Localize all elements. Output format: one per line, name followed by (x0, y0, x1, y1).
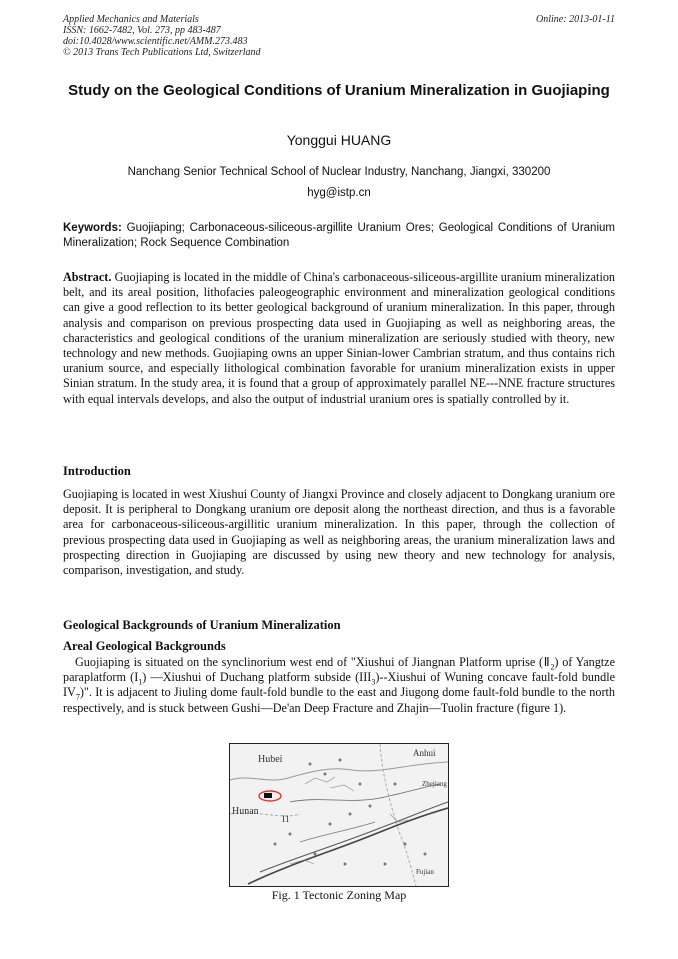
copyright-line: © 2013 Trans Tech Publications Ltd, Switzerland (63, 47, 261, 58)
issn-line: ISSN: 1662-7482, Vol. 273, pp 483-487 (63, 25, 221, 36)
label-anhui: Anhui (413, 748, 436, 758)
figure-caption: Fig. 1 Tectonic Zoning Map (271, 888, 407, 902)
label-fujian: Fujian (416, 868, 434, 876)
abstract-text: Guojiaping is located in the middle of China's carbonaceous-siliceous-argillite uranium mineralization belt, and its areal position, lithofacies paleogeographic environment and mineralization geological conditions can give a good reflection to its better geological background of uranium mineralization. In this paper, through analysis and comparison on previous prospecting data used in Guojiaping as well as neighboring areas, the characteristics and geological conditions of the uranium mineralization are seriously studied with theory, new technology and new methods. Guojiaping owns an upper Sinian-lower Cambrian stratum, and thus contains rich uranium source, and especially lithological combination favorable for uranium mineralization exists in upper Sinian stratum. In the study area, it is found that a group of approximately parallel NE---NNE fracture structures with equal intervals develops, and also the output of industrial uranium ores is spatially controlled by it. (63, 270, 616, 406)
tectonic-zoning-map (229, 743, 449, 887)
areal-text-3: ) —Xiushui of Duchang platform subside (III (142, 670, 372, 685)
geological-heading: Geological Backgrounds of Uranium Mineralization (63, 618, 341, 632)
areal-text-4: )--Xiushui of Wuning concave fault-fold bundle IV (63, 670, 615, 700)
affiliation: Nanchang Senior Technical School of Nuclear Industry, Nanchang, Jiangxi, 330200 (127, 166, 551, 178)
label-i1: I1 (282, 814, 290, 824)
doi-line: doi:10.4028/www.scientific.net/AMM.273.483 (63, 36, 248, 47)
areal-text-2: ) of Yangtze paraplatform (I (63, 655, 615, 685)
areal-subheading: Areal Geological Backgrounds (63, 639, 226, 653)
abstract-label: Abstract. (63, 270, 112, 284)
online-date: Online: 2013-01-11 (536, 14, 615, 25)
sub-7: 7 (75, 692, 80, 702)
areal-paragraph (63, 655, 615, 716)
label-hubei: Hubei (258, 754, 283, 765)
journal-header (63, 14, 261, 58)
journal-name: Applied Mechanics and Materials (63, 14, 199, 25)
sub-1: 1 (138, 677, 143, 687)
label-zhejiang: Zhejiang (422, 780, 447, 788)
keywords-text: Guojiaping; Carbonaceous-siliceous-argillite Uranium Ores; Geological Conditions of Uranium Mineralization; Rock Sequence Combination (63, 222, 615, 249)
author-email[interactable]: hyg@istp.cn (307, 187, 371, 199)
sub-2: 2 (550, 662, 555, 672)
introduction-heading: Introduction (63, 464, 131, 478)
author-name: Yonggui HUANG (286, 132, 392, 148)
keywords-block (63, 221, 615, 251)
introduction-text: Guojiaping is located in west Xiushui County of Jiangxi Province and closely adjacent to Dongkang uranium ore deposit. It is peripheral to Dongkang uranium ore deposit along the northeast direction, and thus is a favorable area for carbonaceous-siliceous-argillitic uranium mineralization. In this paper, through the collection of previous prospecting data used in Guojiaping as well as neighboring areas, the uranium mineralization laws and prospecting direction in Guojiaping are discussed by using new theory and new technology for analysis, comparison, investigation, and study. (63, 487, 615, 578)
abstract-block (63, 270, 615, 407)
label-hunan: Hunan (232, 806, 259, 817)
sub-3: 3 (371, 677, 376, 687)
areal-text-1: Guojiaping is situated on the synclinorium west end of "Xiushui of Jiangnan Platform uprise (Ⅱ (75, 655, 551, 669)
keywords-label: Keywords: (63, 222, 122, 234)
paper-title: Study on the Geological Conditions of Uranium Mineralization in Guojiaping (68, 82, 610, 99)
map-drawing (230, 744, 448, 886)
areal-text-5: )". It is adjacent to Jiuling dome fault-fold bundle to the east and Jiugong dome fault-fold bundle to the north respectively, and is stuck between Gushi—De'an Deep Fracture and Zhajin—Tuolin fracture (figure 1). (63, 685, 615, 715)
